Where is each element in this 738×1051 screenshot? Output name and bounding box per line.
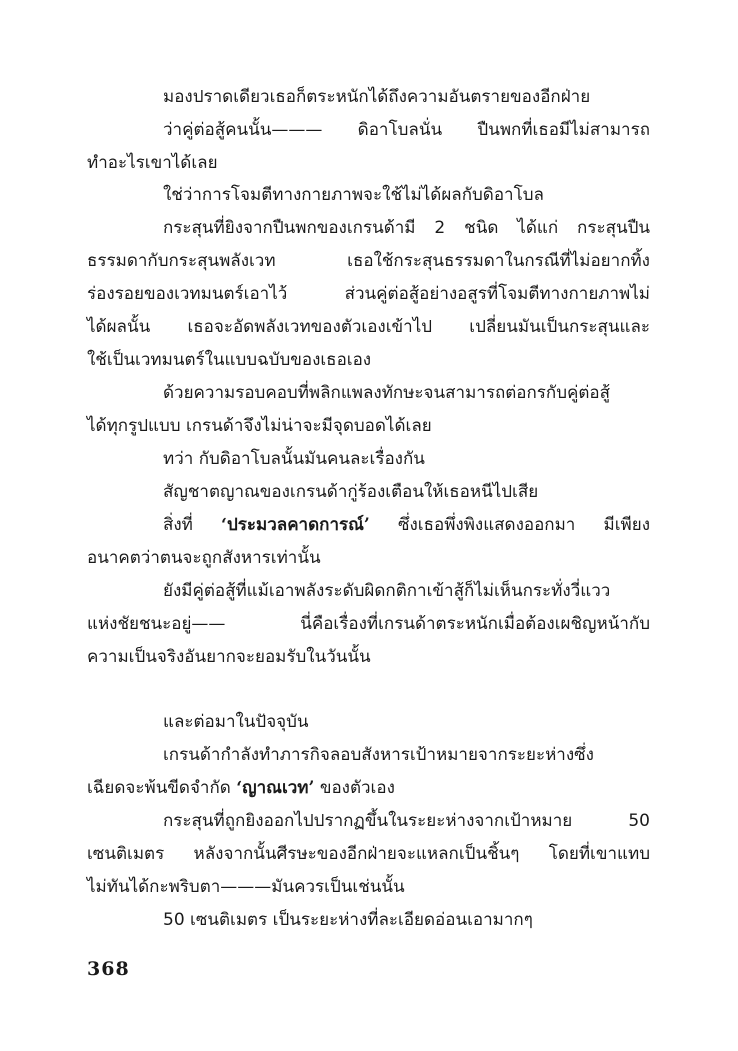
text-line: เกรนด้ากำลังทำภารกิจลอบสังหารเป้าหมายจากระยะห่างซึ่ง (163, 745, 594, 765)
text-line: ยังมีคู่ต่อสู้ที่แม้เอาพลังระดับผิดกติกาเข้าสู้ก็ไม่เห็นกระทั่งวี่แวว (163, 581, 611, 601)
text-line: ธรรมดากับกระสุนพลังเวท เธอใช้กระสุนธรรมดาในกรณีที่ไม่อยากทิ้ง (87, 251, 650, 271)
text-line: ใช่ว่าการโจมตีทางกายภาพจะใช้ไม่ได้ผลกับดิอาโบล (163, 185, 544, 205)
text-line: 50 เซนติเมตร เป็นระยะห่างที่ละเอียดอ่อนเอามากๆ (163, 910, 533, 930)
text-segment: ซึ่งเธอพึ่งพิงแสดงออกมา มีเพียง (369, 515, 650, 535)
text-line: มองปราดเดียวเธอก็ตระหนักได้ถึงความอันตรายของอีกฝ่าย (163, 87, 591, 107)
text-line: ได้ทุกรูปแบบ เกรนด้าจึงไม่น่าจะมีจุดบอดได้เลย (87, 416, 432, 436)
text-line-emphasis (163, 514, 650, 536)
text-line: ใช้เป็นเวทมนตร์ในแบบฉบับของเธอเอง (87, 350, 372, 370)
text-line: แห่งชัยชนะอยู่—— นี่คือเรื่องที่เกรนด้าตระหนักเมื่อต้องเผชิญหน้ากับ (87, 614, 650, 634)
emphasis-term: ‘ประมวลคาดการณ์’ (221, 515, 370, 535)
text-line: กระสุนที่ยิงจากปืนพกของเกรนด้ามี 2 ชนิด ได้แก่ กระสุนปืน (163, 218, 650, 238)
text-segment: เฉียดจะพ้นขีดจำกัด (87, 778, 237, 798)
text-line: สัญชาตญาณของเกรนด้ากู่ร้องเตือนให้เธอหนีไปเสีย (163, 482, 539, 502)
text-segment: ของตัวเอง (314, 778, 395, 798)
text-line: และต่อมาในปัจจุบัน (163, 712, 309, 732)
text-line: ว่าคู่ต่อสู้คนนั้น——— ดิอาโบลนั่น ปืนพกที่เธอมีไม่สามารถ (163, 120, 650, 140)
page-number: 368 (87, 958, 130, 980)
text-line: ไม่ทันได้กะพริบตา———มันควรเป็นเช่นนั้น (87, 877, 405, 897)
text-line: กระสุนที่ถูกยิงออกไปปรากฏขึ้นในระยะห่างจากเป้าหมาย 50 (163, 811, 650, 831)
text-line: ทำอะไรเขาได้เลย (87, 153, 218, 173)
emphasis-term: ‘ญาณเวท’ (236, 778, 315, 798)
text-line: ความเป็นจริงอันยากจะยอมรับในวันนั้น (87, 647, 371, 667)
text-line: เซนติเมตร หลังจากนั้นศีรษะของอีกฝ่ายจะแหลกเป็นชิ้นๆ โดยที่เขาแทบ (87, 844, 650, 864)
text-line: ได้ผลนั้น เธอจะอัดพลังเวทของตัวเองเข้าไป เปลี่ยนมันเป็นกระสุนและ (87, 317, 650, 337)
text-line-emphasis (87, 777, 650, 799)
text-line: อนาคตว่าตนจะถูกสังหารเท่านั้น (87, 548, 321, 568)
text-segment: สิ่งที่ (163, 515, 222, 535)
text-line: ด้วยความรอบคอบที่พลิกแพลงทักษะจนสามารถต่อกรกับคู่ต่อสู้ (163, 383, 610, 403)
text-line: ทว่า กับดิอาโบลนั้นมันคนละเรื่องกัน (163, 449, 425, 469)
text-line: ร่องรอยของเวทมนตร์เอาไว้ ส่วนคู่ต่อสู้อย่างอสูรที่โจมตีทางกายภาพไม่ (87, 284, 650, 304)
